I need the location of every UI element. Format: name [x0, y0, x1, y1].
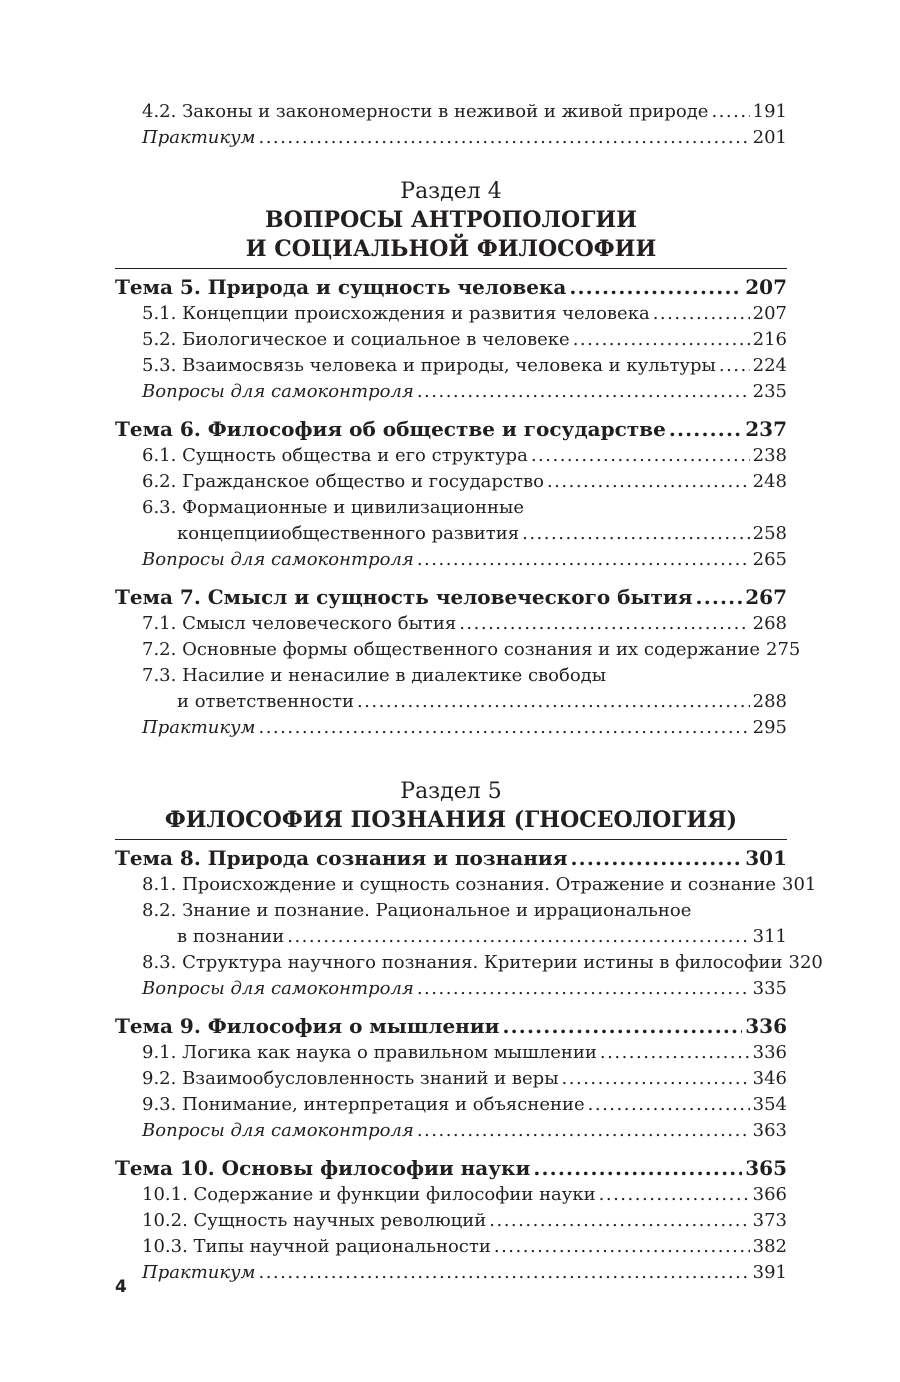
toc-item-10-1[interactable]: 10.1. Содержание и функции философии науки ..... 366	[115, 1182, 787, 1208]
toc-theme-8[interactable]: Тема 8. Природа сознания и познания ..... 301	[115, 844, 787, 872]
toc-theme-10[interactable]: Тема 10. Основы философии науки ..... 365	[115, 1154, 787, 1182]
section-4-heading: Раздел 4 ВОПРОСЫ АНТРОПОЛОГИИ И СОЦИАЛЬНОЙ ФИЛОСОФИИ	[115, 177, 787, 269]
toc-item-8-2[interactable]: в познании ..... 311	[115, 924, 787, 950]
toc-item-10-2[interactable]: 10.2. Сущность научных революций ..... 373	[115, 1208, 787, 1234]
toc-practicum[interactable]: Практикум ..... 201	[115, 125, 787, 151]
toc-selfcheck-6[interactable]: Вопросы для самоконтроля ..... 265	[115, 547, 787, 573]
toc-item-7-2[interactable]: 7.2. Основные формы общественного сознания и их содержание 275	[142, 639, 801, 660]
toc-theme-9[interactable]: Тема 9. Философия о мышлении ..... 336	[115, 1012, 787, 1040]
toc-theme-6[interactable]: Тема 6. Философия об обществе и государстве ..... 237	[115, 415, 787, 443]
toc-item-5-2[interactable]: 5.2. Биологическое и социальное в человеке ..... 216	[115, 327, 787, 353]
toc-item-7-3[interactable]: и ответственности ..... 288	[115, 689, 787, 715]
section-5-heading: Раздел 5 ФИЛОСОФИЯ ПОЗНАНИЯ (ГНОСЕОЛОГИЯ)	[115, 777, 787, 840]
toc-selfcheck-8[interactable]: Вопросы для самоконтроля ..... 335	[115, 976, 787, 1002]
page-number: 4	[115, 1277, 127, 1297]
toc-item-9-2[interactable]: 9.2. Взаимообусловленность знаний и веры ..... 346	[115, 1066, 787, 1092]
toc-item-6-2[interactable]: 6.2. Гражданское общество и государство ..... 248	[115, 469, 787, 495]
toc-theme-7[interactable]: Тема 7. Смысл и сущность человеческого бытия ..... 267	[115, 583, 787, 611]
toc-selfcheck-9[interactable]: Вопросы для самоконтроля ..... 363	[115, 1118, 787, 1144]
table-of-contents	[115, 99, 823, 1286]
toc-item-9-3[interactable]: 9.3. Понимание, интерпретация и объяснение ..... 354	[115, 1092, 787, 1118]
toc-item-6-3-line1[interactable]: 6.3. Формационные и цивилизационные	[142, 497, 524, 518]
toc-item-7-3-line1[interactable]: 7.3. Насилие и ненасилие в диалектике свободы	[142, 665, 607, 686]
toc-item-7-1[interactable]: 7.1. Смысл человеческого бытия ..... 268	[115, 611, 787, 637]
toc-item-8-2-line1[interactable]: 8.2. Знание и познание. Рациональное и иррациональное	[142, 900, 692, 921]
toc-item-8-1[interactable]: 8.1. Происхождение и сущность сознания. Отражение и сознание 301	[142, 874, 817, 895]
toc-item-6-1[interactable]: 6.1. Сущность общества и его структура ..... 238	[115, 443, 787, 469]
toc-item-5-3[interactable]: 5.3. Взаимосвязь человека и природы, человека и культуры ..... 224	[115, 353, 787, 379]
toc-item-5-1[interactable]: 5.1. Концепции происхождения и развития человека ..... 207	[115, 301, 787, 327]
toc-item-4-2[interactable]: 4.2. Законы и закономерности в неживой и живой природе ..... 191	[115, 99, 787, 125]
toc-item-10-3[interactable]: 10.3. Типы научной рациональности ..... 382	[115, 1234, 787, 1260]
toc-item-8-3[interactable]: 8.3. Структура научного познания. Критерии истины в философии 320	[142, 952, 823, 973]
toc-item-9-1[interactable]: 9.1. Логика как наука о правильном мышлении ..... 336	[115, 1040, 787, 1066]
toc-practicum-10[interactable]: Практикум ..... 391	[115, 1260, 787, 1286]
toc-practicum-7[interactable]: Практикум ..... 295	[115, 715, 787, 741]
toc-selfcheck-5[interactable]: Вопросы для самоконтроля ..... 235	[115, 379, 787, 405]
toc-item-6-3[interactable]: концепцииобщественного развития ..... 258	[115, 521, 787, 547]
toc-theme-5[interactable]: Тема 5. Природа и сущность человека ..... 207	[115, 273, 787, 301]
